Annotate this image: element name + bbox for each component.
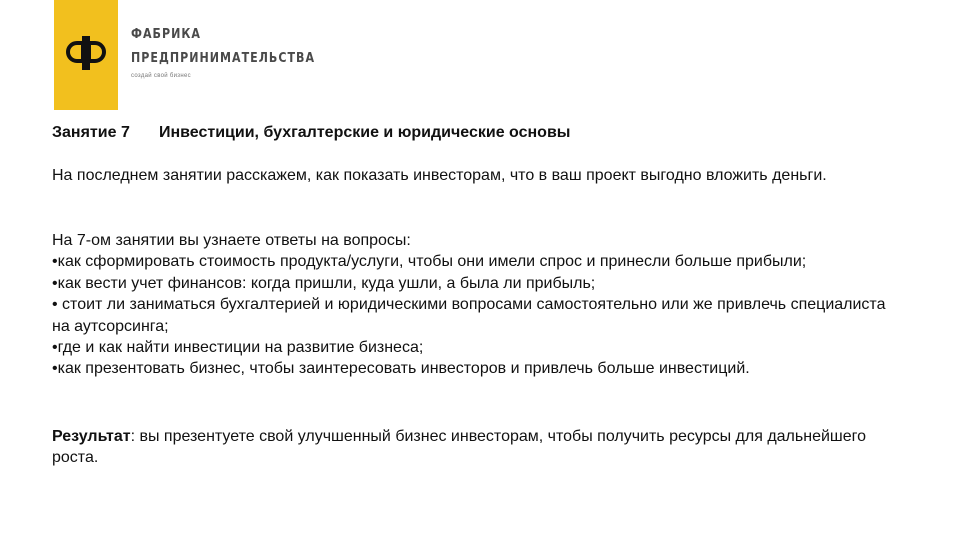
lesson-number: Занятие 7 xyxy=(52,124,130,141)
list-item: •как презентовать бизнес, чтобы заинтересовать инвесторов и привлечь больше инвестиций. xyxy=(52,360,750,378)
list-item: •как вести учет финансов: когда пришли, куда ушли, а была ли прибыль; xyxy=(52,274,596,292)
questions-block xyxy=(52,230,892,380)
brand-tagline: создай свой бизнес xyxy=(131,73,191,79)
result-text: : вы презентуете свой улучшенный бизнес инвесторам, чтобы получить ресурсы для дальнейшего роста. xyxy=(52,428,867,467)
result-label: Результат xyxy=(52,428,131,445)
lesson-heading xyxy=(52,124,570,142)
result-paragraph xyxy=(52,426,892,469)
list-item: •где и как найти инвестиции на развитие бизнеса; xyxy=(52,339,424,357)
list-item: • стоит ли заниматься бухгалтерией и юридическими вопросами самостоятельно или же привлечь специалиста на аутсорсинга; xyxy=(52,296,886,335)
ff-monogram-icon xyxy=(64,30,108,74)
brand-name-line1: ФАБРИКА xyxy=(131,27,202,42)
intro-paragraph: На последнем занятии расскажем, как показать инвесторам, что в ваш проект выгодно вложить деньги. xyxy=(52,167,827,184)
brand-wordmark xyxy=(131,28,348,79)
logo-block xyxy=(54,0,118,110)
lesson-title: Инвестиции, бухгалтерские и юридические основы xyxy=(159,124,571,141)
list-item: •как сформировать стоимость продукта/услуги, чтобы они имели спрос и принесли больше прибыли; xyxy=(52,253,807,271)
questions-heading: На 7-ом занятии вы узнаете ответы на вопросы: xyxy=(52,232,411,249)
brand-name-line2: ПРЕДПРИНИМАТЕЛЬСТВА xyxy=(131,51,316,66)
